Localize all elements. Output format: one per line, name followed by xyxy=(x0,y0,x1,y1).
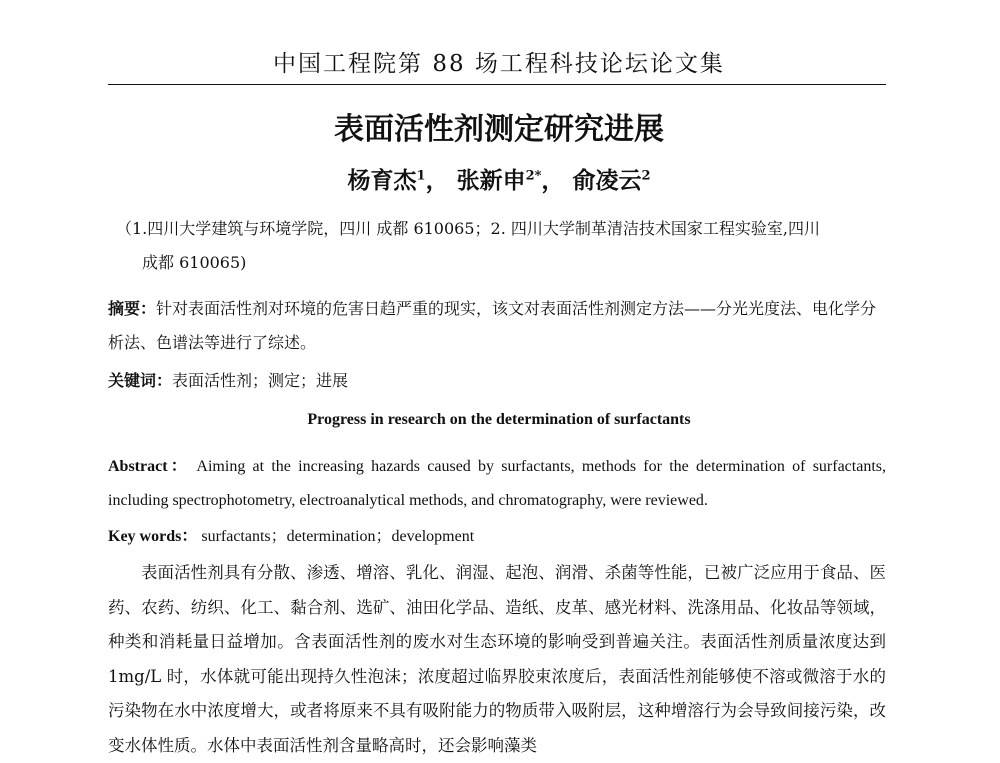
english-title: Progress in research on the determination of surfactants xyxy=(307,411,691,428)
author-affiliation-mark: 1 xyxy=(416,168,426,184)
english-keywords-text: surfactants；determination；development xyxy=(201,528,475,545)
chinese-keywords xyxy=(108,364,890,398)
english-keywords xyxy=(108,520,886,554)
author-name: 俞凌云 xyxy=(572,167,642,194)
english-abstract-text: Aiming at the increasing hazards caused by surfactants, methods for the determination of surfactants, including spectrophotometry, electroanalytical methods, and chromatography, were reviewed. xyxy=(108,458,887,509)
header-rule xyxy=(108,84,886,85)
author-affiliation-mark: 2* xyxy=(525,168,542,184)
english-abstract xyxy=(108,450,886,518)
author-list xyxy=(108,166,890,196)
author-separator: ， xyxy=(425,167,449,194)
author-name: 杨育杰 xyxy=(347,167,417,194)
chinese-keywords-text: 表面活性剂；测定；进展 xyxy=(172,371,349,390)
chinese-keywords-label: 关键词： xyxy=(108,371,173,390)
author-separator: ， xyxy=(541,167,565,194)
chinese-abstract-text: 针对表面活性剂对环境的危害日趋严重的现实，该文对表面活性剂测定方法——分光光度法、电化学分析法、色谱法等进行了综述。 xyxy=(108,299,877,352)
english-keywords-label: Key words： xyxy=(108,528,198,545)
author-affiliation-mark: 2 xyxy=(641,168,651,184)
author-name: 张新申 xyxy=(456,167,526,194)
running-header: 中国工程院第 88 场工程科技论坛论文集 xyxy=(273,51,725,77)
chinese-abstract-label: 摘要： xyxy=(108,299,157,318)
english-abstract-label: Abstract： xyxy=(108,458,191,475)
paper-title: 表面活性剂测定研究进展 xyxy=(334,112,664,147)
body-paragraph: 表面活性剂具有分散、渗透、增溶、乳化、润湿、起泡、润滑、杀菌等性能，已被广泛应用于食品、医药、农药、纺织、化工、黏合剂、选矿、油田化学品、造纸、皮革、感光材料、洗涤用品、化妆品等领域，种类和消耗量日益增加。含表面活性剂的废水对生态环境的影响受到普遍关注。表面活性剂质量浓度达到 1mg/L 时，水体就可能出现持久性泡沫；浓度超过临界胶束浓度后，表面活性剂能够使不溶或微溶于水的污染物在水中浓度增大，或者将原来不具有吸附能力的物质带入吸附层，这种增溶行为会导致间接污染，改变水体性质。水体中表面活性剂含量略高时，还会影响藻类 xyxy=(108,563,886,755)
affiliation-line: （1.四川大学建筑与环境学院，四川 成都 610065；2. 四川大学制革清洁技术国家工程实验室,四川 xyxy=(116,219,820,238)
affiliation-line: 成都 610065) xyxy=(142,253,247,272)
affiliations xyxy=(108,212,890,280)
chinese-abstract xyxy=(108,292,890,360)
